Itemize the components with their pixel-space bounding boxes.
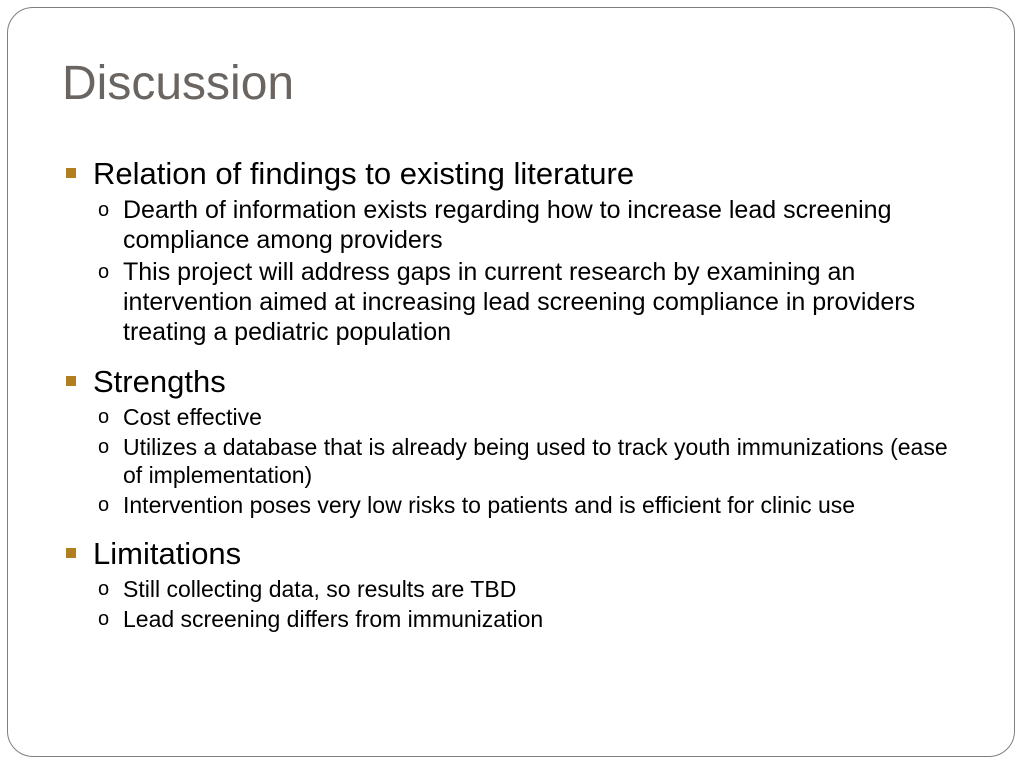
bullet-level1 [62, 155, 952, 193]
bullet-level1 [62, 535, 952, 573]
bullet-text: Still collecting data, so results are TBD [123, 576, 517, 602]
bullet-text: Lead screening differs from immunization [123, 606, 544, 632]
circle-bullet-icon: o [98, 199, 110, 221]
bullet-level2 [62, 257, 952, 347]
square-bullet-icon [66, 376, 76, 386]
circle-bullet-icon: o [98, 436, 110, 458]
square-bullet-icon [66, 168, 76, 178]
bullet-text: Utilizes a database that is already being used to track youth immunizations (ease of implementation) [123, 434, 948, 488]
section-heading: Strengths [93, 364, 226, 399]
bullet-level1 [62, 363, 952, 401]
circle-bullet-icon: o [98, 406, 110, 428]
section-relation-of-findings [62, 155, 952, 347]
circle-bullet-icon: o [98, 578, 110, 600]
bullet-text: Dearth of information exists regarding how to increase lead screening compliance among providers [123, 196, 892, 254]
section-heading: Relation of findings to existing literature [93, 156, 635, 191]
section-heading: Limitations [93, 536, 242, 571]
bullet-level2 [62, 605, 952, 633]
section-strengths [62, 363, 952, 519]
bullet-level2 [62, 195, 952, 255]
circle-bullet-icon: o [98, 494, 110, 516]
bullet-text: Cost effective [123, 404, 262, 430]
circle-bullet-icon: o [98, 608, 110, 630]
circle-bullet-icon: o [98, 261, 110, 283]
bullet-level2 [62, 575, 952, 603]
bullet-text: This project will address gaps in current research by examining an intervention aimed at increasing lead screening compliance in providers treating a pediatric population [123, 258, 916, 346]
bullet-level2 [62, 403, 952, 431]
bullet-text: Intervention poses very low risks to patients and is efficient for clinic use [123, 492, 856, 518]
bullet-level2 [62, 491, 952, 519]
section-limitations [62, 535, 952, 633]
bullet-level2 [62, 433, 952, 489]
square-bullet-icon [66, 548, 76, 558]
slide-title: Discussion [62, 57, 295, 110]
slide-content [62, 155, 952, 649]
